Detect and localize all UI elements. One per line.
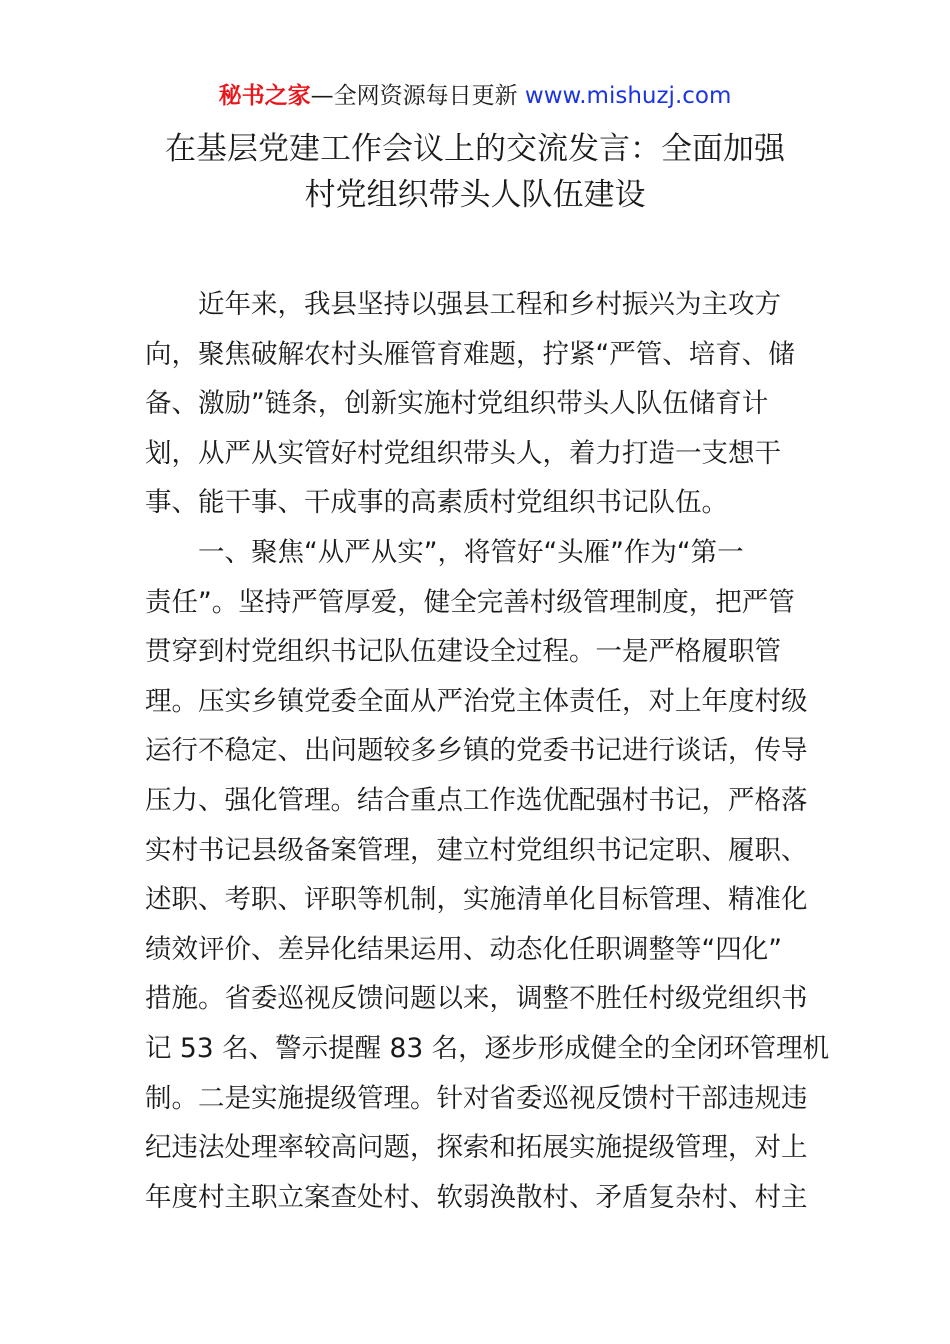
body-line: 一、聚焦“从严从实”，将管好“头雁”作为“第一 <box>198 536 744 568</box>
body-line: 述职、考职、评职等机制，实施清单化目标管理、精准化 <box>145 884 808 916</box>
body-line: 措施。省委巡视反馈问题以来，调整不胜任村级党组织书 <box>145 983 808 1015</box>
body-line: 事、能干事、干成事的高素质村党组织书记队伍。 <box>145 487 728 519</box>
body-line: 实村书记县级备案管理，建立村党组织书记定职、履职、 <box>145 834 808 866</box>
body-line: 向，聚焦破解农村头雁管育难题，拧紧“严管、培育、储 <box>145 338 795 370</box>
site-url-link[interactable]: www.mishuzj.com <box>524 83 732 109</box>
body-line: 备、激励”链条，创新实施村党组织带头人队伍储育计 <box>145 388 769 420</box>
document-body <box>145 280 830 1222</box>
body-line: 压力、强化管理。结合重点工作选优配强村书记，严格落 <box>145 784 808 816</box>
body-line: 责任”。坚持严管厚爱，健全完善村级管理制度，把严管 <box>145 586 795 618</box>
body-line: 贯穿到村党组织书记队伍建设全过程。一是严格履职管 <box>145 636 781 668</box>
body-line: 制。二是实施提级管理。针对省委巡视反馈村干部违规违 <box>145 1082 808 1114</box>
body-line: 理。压实乡镇党委全面从严治党主体责任，对上年度村级 <box>145 685 808 717</box>
site-header <box>0 80 950 112</box>
body-line: 运行不稳定、出问题较多乡镇的党委书记进行谈话，传导 <box>145 735 808 767</box>
title-line-1: 在基层党建工作会议上的交流发言：全面加强 <box>165 131 785 167</box>
body-line: 近年来，我县坚持以强县工程和乡村振兴为主攻方 <box>198 289 781 320</box>
body-line: 划，从严从实管好村党组织带头人，着力打造一支想干 <box>145 437 781 469</box>
document-title <box>0 126 950 218</box>
brand-name: 秘书之家 <box>218 83 311 109</box>
body-line: 绩效评价、差异化结果运用、动态化任职调整等“四化” <box>145 933 782 965</box>
title-line-2: 村党组织带头人队伍建设 <box>304 177 646 213</box>
body-line: 年度村主职立案查处村、软弱涣散村、矛盾复杂村、村主 <box>145 1181 808 1213</box>
header-tagline: —全网资源每日更新 <box>310 83 525 109</box>
body-line: 纪违法处理率较高问题，探索和拓展实施提级管理，对上 <box>145 1132 808 1164</box>
body-line: 记 53 名、警示提醒 83 名，逐步形成健全的全闭环管理机 <box>145 1032 830 1064</box>
